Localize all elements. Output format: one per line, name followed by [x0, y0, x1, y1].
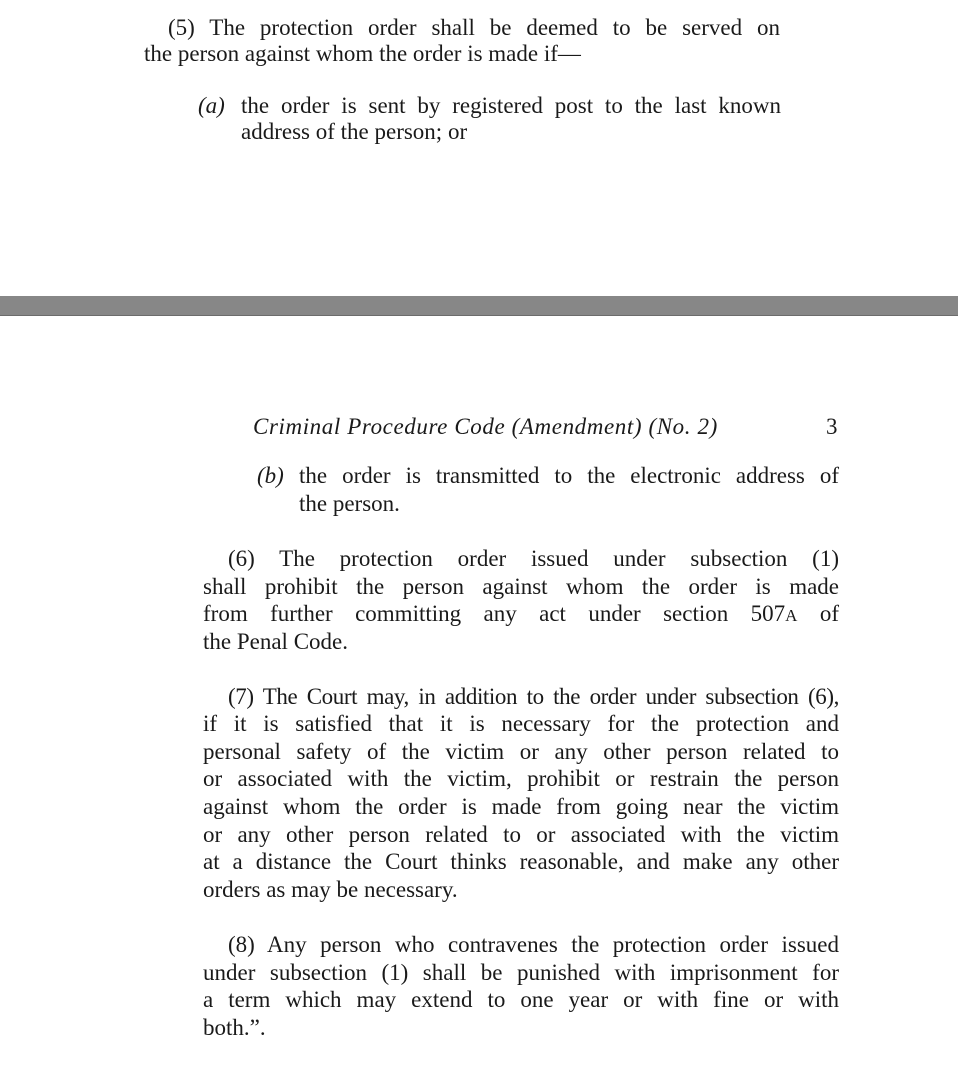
para-7-line-1: (7) The Court may, in addition to the order under subsection (6), [228, 684, 839, 709]
para-5-line-1: (5) The protection order shall be deemed to be served on [168, 15, 780, 40]
item-a-line-2: address of the person; or [241, 119, 468, 144]
item-b-line-2: the person. [299, 491, 400, 516]
item-b-line-1: the order is transmitted to the electronic address of [299, 463, 839, 488]
section-suffix-smallcap: A [785, 606, 798, 625]
para-8-line-1: (8) Any person who contravenes the protection order issued [228, 932, 839, 957]
para-8-line-2: under subsection (1) shall be punished with imprisonment for [203, 960, 839, 985]
para-6-line-1: (6) The protection order issued under subsection (1) [228, 546, 839, 571]
page-number: 3 [826, 414, 838, 439]
para-7-line-8: orders as may be necessary. [203, 877, 458, 902]
para-6-line-2: shall prohibit the person against whom the order is made [203, 574, 839, 599]
para-7-line-6: or any other person related to or associated with the victim [203, 822, 839, 847]
para-8-line-4: both.”. [203, 1015, 266, 1040]
para-8-line-3: a term which may extend to one year or with fine or with [203, 987, 839, 1012]
running-head-title: Criminal Procedure Code (Amendment) (No. 2) [253, 414, 718, 439]
item-a-label: (a) [198, 93, 225, 118]
para-7-line-4: or associated with the victim, prohibit or restrain the person [203, 766, 839, 791]
para-6-line-3 [203, 600, 839, 630]
para-6-line-4: the Penal Code. [203, 629, 348, 654]
para-7-line-5: against whom the order is made from going near the victim [203, 794, 839, 819]
item-b-label: (b) [257, 463, 284, 488]
page-separator [0, 296, 958, 316]
item-a-line-1: the order is sent by registered post to the last known [241, 93, 781, 118]
para-5-line-2: the person against whom the order is made if— [144, 41, 581, 66]
para-7-line-2: if it is satisfied that it is necessary for the protection and [203, 711, 839, 736]
para-7-line-7: at a distance the Court thinks reasonable, and make any other [203, 849, 839, 874]
para-6-line-3-end: of [797, 601, 839, 626]
para-7-line-3: personal safety of the victim or any other person related to [203, 739, 839, 764]
previous-page [0, 0, 958, 296]
para-6-line-3-main: from further committing any act under section 507 [203, 601, 786, 626]
